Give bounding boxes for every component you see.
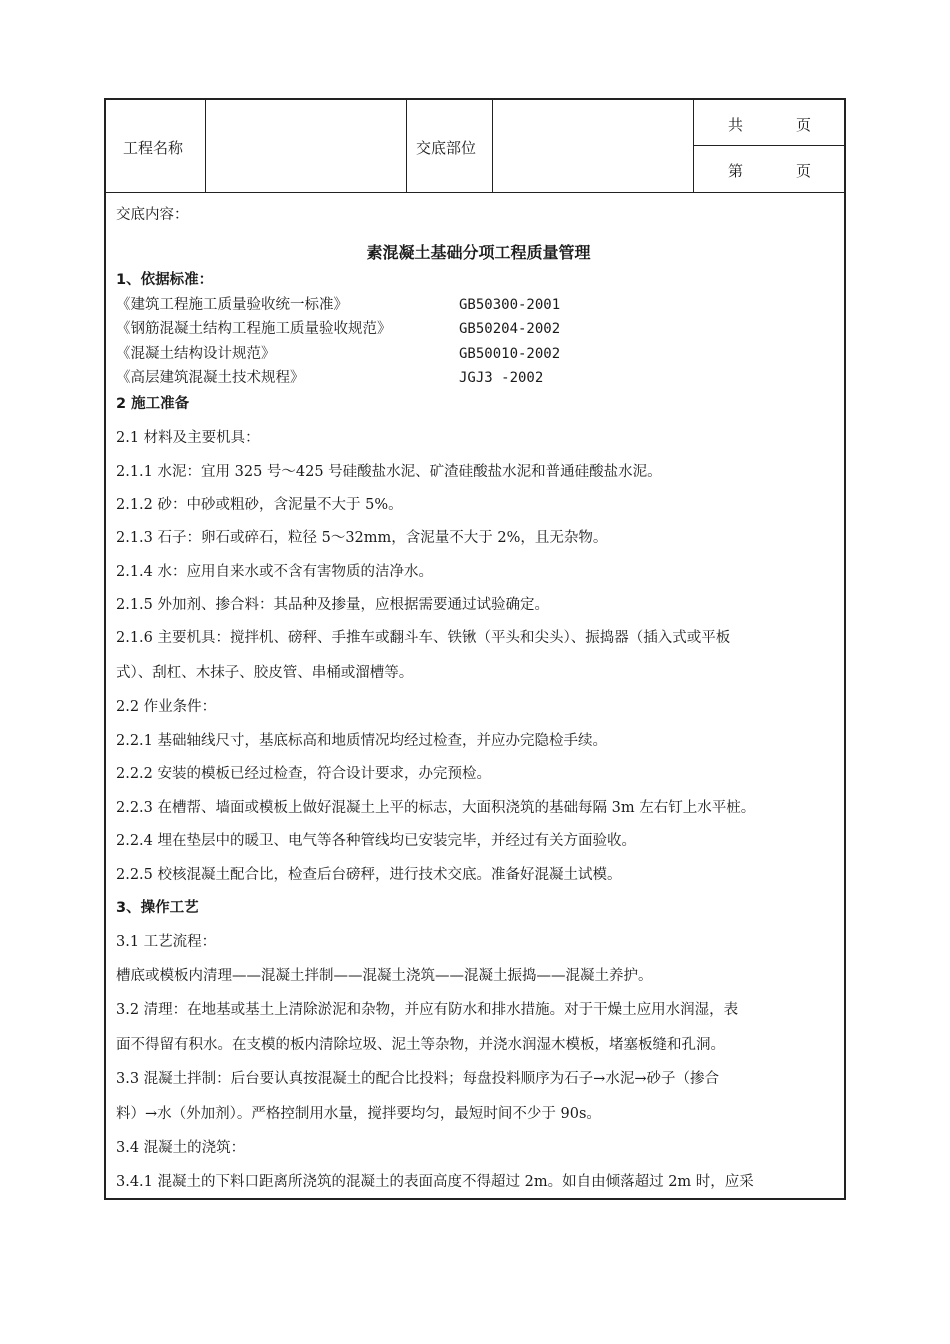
- standard-name: 《建筑工程施工质量验收统一标准》: [116, 297, 348, 313]
- intro-label: 交底内容：: [116, 207, 189, 223]
- handover-form: [104, 98, 846, 1200]
- total-pages-suffix: 页: [796, 116, 812, 134]
- section-heading: 2 施工准备: [116, 396, 190, 412]
- paragraph: 料）→水（外加剂）。严格控制用水量，搅拌要均匀，最短时间不少于 90s。: [116, 1106, 601, 1122]
- paragraph: 3.4.1 混凝土的下料口距离所浇筑的混凝土的表面高度不得超过 2m。如自由倾落超过 2m 时，应采: [116, 1174, 754, 1190]
- total-pages: [693, 114, 844, 134]
- section-heading: 1、依据标准：: [116, 272, 214, 288]
- paragraph: 2.2.4 埋在垫层中的暖卫、电气等各种管线均已安装完毕，并经过有关方面验收。: [116, 833, 637, 849]
- standard-code: GB50300-2001: [459, 297, 561, 313]
- standard-name: 《钢筋混凝土结构工程施工质量验收规范》: [116, 321, 392, 337]
- paragraph: 2.2.2 安装的模板已经过检查，符合设计要求，办完预检。: [116, 766, 492, 782]
- paragraph: 2.2.3 在槽帮、墙面或模板上做好混凝土上平的标志，大面积浇筑的基础每隔 3m 左右钉上水平桩。: [116, 800, 756, 816]
- paragraph: 2.1.3 石子：卵石或碎石，粒径 5～32mm，含泥量不大于 2%，且无杂物。: [116, 530, 608, 546]
- paragraph: 3.4 混凝土的浇筑：: [116, 1140, 246, 1156]
- paragraph: 2.1 材料及主要机具：: [116, 430, 260, 446]
- paragraph: 2.1.6 主要机具：搅拌机、磅秤、手推车或翻斗车、铁锹（平头和尖头）、振捣器（插入式或平板: [116, 630, 731, 646]
- paragraph: 2.2.5 校核混凝土配合比，检查后台磅秤，进行技术交底。准备好混凝土试模。: [116, 867, 622, 883]
- divider: [693, 145, 844, 146]
- paragraph: 式）、刮杠、木抹子、胶皮管、串桶或溜槽等。: [116, 665, 414, 681]
- paragraph: 3.2 清理：在地基或基土上清除淤泥和杂物，并应有防水和排水措施。对于干燥土应用水润湿，表: [116, 1002, 739, 1018]
- document-title: 素混凝土基础分项工程质量管理: [366, 243, 591, 262]
- paragraph: 3.1 工艺流程：: [116, 934, 217, 950]
- standard-code: JGJ3 -2002: [459, 370, 544, 386]
- handover-part-label: 交底部位: [416, 139, 477, 157]
- paragraph: 槽底或模板内清理——混凝土拌制——混凝土浇筑——混凝土振捣——混凝土养护。: [116, 968, 653, 984]
- section-heading: 3、操作工艺: [116, 900, 199, 916]
- divider: [406, 100, 407, 192]
- project-name-label: 工程名称: [123, 139, 184, 157]
- page-number-suffix: 页: [796, 162, 812, 180]
- handover-part-field[interactable]: [493, 100, 693, 192]
- standard-name: 《混凝土结构设计规范》: [116, 346, 276, 362]
- total-pages-prefix: 共: [728, 116, 744, 134]
- paragraph: 2.1.5 外加剂、掺合料：其品种及掺量，应根据需要通过试验确定。: [116, 597, 550, 613]
- form-header: [106, 100, 844, 193]
- page-number: [693, 160, 844, 180]
- paragraph: 面不得留有积水。在支模的板内清除垃圾、泥土等杂物，并浇水润湿木模板，堵塞板缝和孔洞。: [116, 1037, 725, 1053]
- paragraph: 2.1.4 水：应用自来水或不含有害物质的洁净水。: [116, 564, 434, 580]
- paragraph: 3.3 混凝土拌制：后台要认真按混凝土的配合比投料；每盘投料顺序为石子→水泥→砂子（掺合: [116, 1071, 719, 1087]
- standard-name: 《高层建筑混凝土技术规程》: [116, 370, 305, 386]
- project-name-field[interactable]: [206, 100, 406, 192]
- paragraph: 2.2.1 基础轴线尺寸，基底标高和地质情况均经过检查，并应办完隐检手续。: [116, 733, 608, 749]
- paragraph: 2.1.1 水泥：宜用 325 号～425 号硅酸盐水泥、矿渣硅酸盐水泥和普通硅酸盐水泥。: [116, 464, 662, 480]
- paragraph: 2.1.2 砂：中砂或粗砂，含泥量不大于 5%。: [116, 497, 403, 513]
- page-number-prefix: 第: [728, 162, 744, 180]
- standard-code: GB50010-2002: [459, 346, 561, 362]
- paragraph: 2.2 作业条件：: [116, 699, 217, 715]
- standard-code: GB50204-2002: [459, 321, 561, 337]
